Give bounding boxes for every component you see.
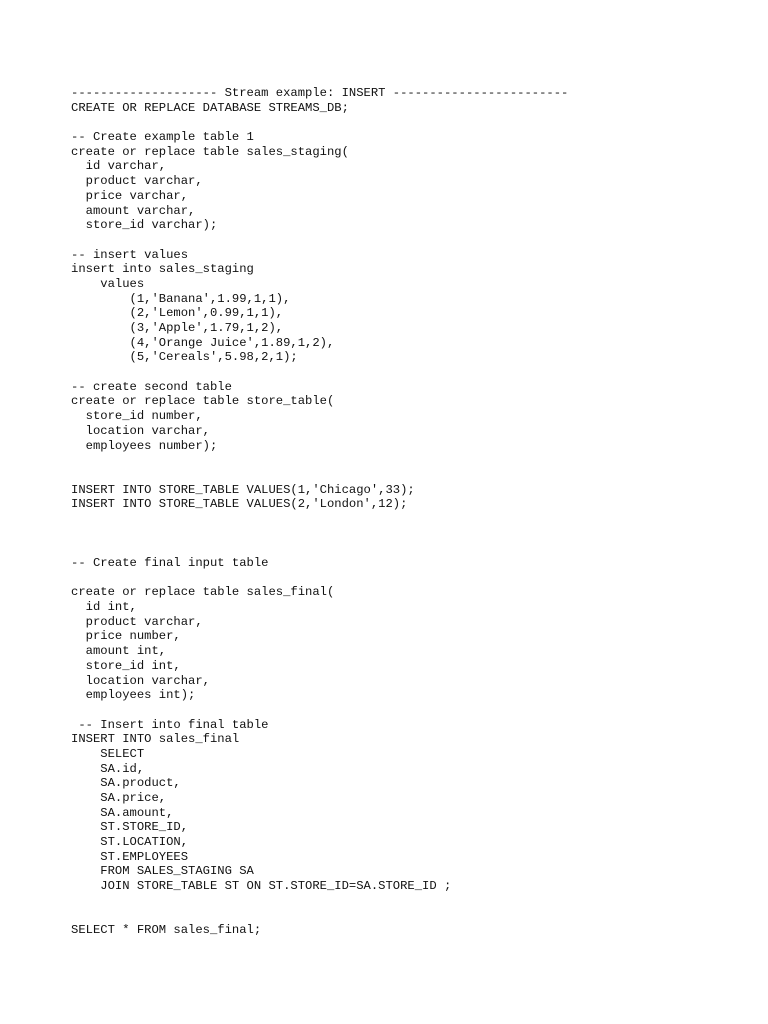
code-line: location varchar, [71,673,210,688]
code-line: -- create second table [71,379,232,394]
code-line: SA.amount, [71,805,174,820]
code-line: product varchar, [71,174,203,189]
blank-line [71,512,568,527]
code-line: ST.LOCATION, [71,835,189,850]
blank-line [71,365,568,380]
code-line: amount varchar, [71,203,196,218]
code-line: store_id varchar); [71,218,218,233]
code-line: create or replace table sales_final( [71,585,335,600]
code-line: INSERT INTO STORE_TABLE VALUES(2,'London',12); [71,497,408,512]
blank-line [71,909,568,924]
code-line: employees int); [71,688,196,703]
code-line: SELECT [71,746,145,761]
code-line: FROM SALES_STAGING SA [71,864,254,879]
code-line: -- insert values [71,247,189,262]
code-line: (2,'Lemon',0.99,1,1), [71,306,284,321]
blank-line [71,703,568,718]
code-line: price number, [71,629,181,644]
code-line: -- Create final input table [71,556,269,570]
code-line: price varchar, [71,188,189,203]
code-line: create or replace table sales_staging( [71,144,349,159]
code-line: CREATE OR REPLACE DATABASE STREAMS_DB; [71,100,349,115]
code-line: (1,'Banana',1.99,1,1), [71,291,291,306]
code-line: store_id number, [71,409,203,424]
code-line: -- Insert into final table [71,717,269,732]
code-line: id varchar, [71,159,167,174]
blank-line [71,115,568,130]
code-line: -- Create example table 1 [71,130,254,145]
code-line: JOIN STORE_TABLE ST ON ST.STORE_ID=SA.STORE_ID ; [71,879,452,894]
code-line: amount int, [71,644,167,659]
code-line: insert into sales_staging [71,262,254,277]
code-line: product varchar, [71,614,203,629]
code-line: SA.product, [71,776,181,791]
code-line: (4,'Orange Juice',1.89,1,2), [71,335,335,350]
blank-line [71,894,568,909]
code-line: SA.price, [71,791,167,805]
blank-line [71,453,568,468]
code-line: employees number); [71,438,218,453]
code-line: create or replace table store_table( [71,394,335,409]
blank-line [71,468,568,483]
code-line: INSERT INTO STORE_TABLE VALUES(1,'Chicago',33); [71,482,415,497]
code-line: ST.EMPLOYEES [71,849,189,864]
code-line: store_id int, [71,658,181,673]
blank-line [71,571,568,586]
code-line: id int, [71,600,137,615]
blank-line [71,541,568,556]
sql-code-block [71,86,568,938]
code-line: INSERT INTO sales_final [71,732,240,747]
code-line: (3,'Apple',1.79,1,2), [71,321,284,335]
code-line: location varchar, [71,423,210,438]
blank-line [71,527,568,542]
code-line: ST.STORE_ID, [71,820,189,835]
code-line: SELECT * FROM sales_final; [71,923,262,938]
blank-line [71,233,568,248]
code-line: -------------------- Stream example: INSERT ------------------------ [71,86,569,100]
code-line: SA.id, [71,761,145,776]
code-line: (5,'Cereals',5.98,2,1); [71,350,298,365]
code-line: values [71,276,145,291]
